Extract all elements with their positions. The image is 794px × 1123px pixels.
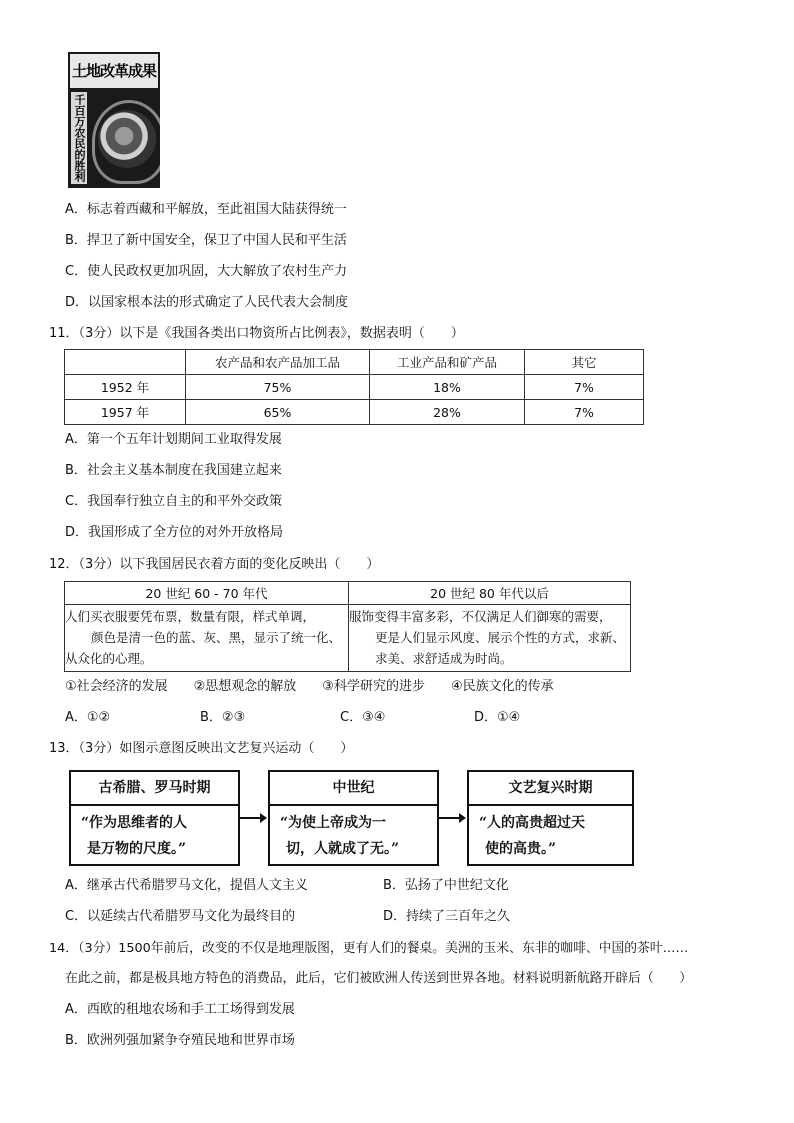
box-heading: 中世纪 [270,772,437,806]
box-heading: 古希腊、罗马时期 [71,772,238,806]
q12-option-c: C．③④ [340,710,386,725]
table-cell: 1952 年 [65,375,186,400]
box-quote-line: 切，人就成了无。” [286,841,400,857]
table-cell: 7% [525,375,644,400]
q14-stem-line2: 在此之前，都是极具地方特色的消费品，此后，它们被欧洲人传送到世界各地。材料说明新航路开辟后（ ） [65,971,693,986]
q10-option-a: A．标志着西藏和平解放，至此祖国大陆获得统一 [65,202,347,217]
box-quote-line: 是万物的尺度。” [87,841,187,857]
box-heading: 文艺复兴时期 [469,772,632,806]
q12-left-cell [65,605,349,672]
q14-option-b: B．欧洲列强加紧争夺殖民地和世界市场 [65,1033,295,1048]
q12-left-line: 颜色是清一色的蓝、灰、黑，显示了统一化、 [91,630,342,645]
q12-table-header-left: 20 世纪 60 - 70 年代 [65,582,349,605]
q13-option-b: B．弘扬了中世纪文化 [383,878,509,893]
q11-option-b: B．社会主义基本制度在我国建立起来 [65,463,282,478]
q12-option-b: B．②③ [200,710,246,725]
q12-stem: 12．（3分）以下我国居民衣着方面的变化反映出（ ） [49,557,380,572]
land-reform-poster-image [68,52,160,188]
q13-stem: 13．（3分）如图示意图反映出文艺复兴运动（ ） [49,741,354,756]
q13-box-ancient [69,770,240,866]
q13-option-d: D．持续了三百年之久 [383,909,511,924]
q12-right-line: 服饰变得丰富多彩，不仅满足人们御寒的需要， [349,609,612,624]
q12-right-line: 求美、求舒适成为时尚。 [375,651,513,666]
q12-option-d: D．①④ [474,710,521,725]
q10-option-b: B．捍卫了新中国安全，保卫了中国人民和平生活 [65,233,347,248]
box-body [71,806,238,870]
poster-side-text: 千百万农民的胜利 [73,94,86,182]
poster-title: 土地改革成果 [70,54,158,88]
q12-left-line: 从众化的心理。 [65,651,153,666]
q11-export-table [64,349,644,425]
q12-option-a: A．①② [65,710,111,725]
q11-option-c: C．我国奉行独立自主的和平外交政策 [65,494,283,509]
table-cell: 28% [370,400,525,425]
q14-stem-line1: 14．（3分）1500年前后，改变的不仅是地理版图，更有人们的餐桌。美洲的玉米、东非的咖啡、中国的茶叶…… [49,941,689,956]
table-cell: 1957 年 [65,400,186,425]
q10-option-d: D．以国家根本法的形式确定了人民代表大会制度 [65,295,349,310]
arrow-right-icon [438,817,464,819]
table-cell: 18% [370,375,525,400]
poster-emblem [98,110,156,168]
q11-table-header: 农产品和农产品加工品 [186,350,370,375]
box-body [469,806,632,870]
table-cell: 7% [525,400,644,425]
table-cell: 65% [186,400,370,425]
table-row [65,375,644,400]
q11-table-header: 其它 [525,350,644,375]
q12-right-cell [349,605,631,672]
q14-option-a: A．西欧的租地农场和手工工场得到发展 [65,1002,295,1017]
box-body [270,806,437,870]
q12-items: ①社会经济的发展 ②思想观念的解放 ③科学研究的进步 ④民族文化的传承 [65,679,554,694]
q13-option-c: C．以延续古代希腊罗马文化为最终目的 [65,909,296,924]
q11-option-d: D．我国形成了全方位的对外开放格局 [65,525,284,540]
table-row [65,400,644,425]
q13-option-a: A．继承古代希腊罗马文化，提倡人文主义 [65,878,308,893]
box-quote-line: “为使上帝成为一 [280,815,387,831]
q12-clothing-table [64,581,631,672]
q11-stem: 11．（3分）以下是《我国各类出口物资所占比例表》，数据表明（ ） [49,326,464,341]
q13-box-medieval [268,770,439,866]
q12-right-line: 更是人们显示风度、展示个性的方式，求新、 [375,630,626,645]
q11-table-header: 工业产品和矿产品 [370,350,525,375]
q13-box-renaissance [467,770,634,866]
box-quote-line: “人的高贵超过天 [479,815,586,831]
arrow-right-icon [239,817,265,819]
box-quote-line: “作为思维者的人 [81,815,188,831]
q12-table-header-right: 20 世纪 80 年代以后 [349,582,631,605]
table-row [65,605,631,672]
q10-option-c: C．使人民政权更加巩固，大大解放了农村生产力 [65,264,348,279]
table-cell: 75% [186,375,370,400]
box-quote-line: 使的高贵。” [485,841,557,857]
q11-option-a: A．第一个五年计划期间工业取得发展 [65,432,282,447]
q12-left-line: 人们买衣服要凭布票，数量有限，样式单调， [65,609,316,624]
q11-table-header-blank [65,350,186,375]
